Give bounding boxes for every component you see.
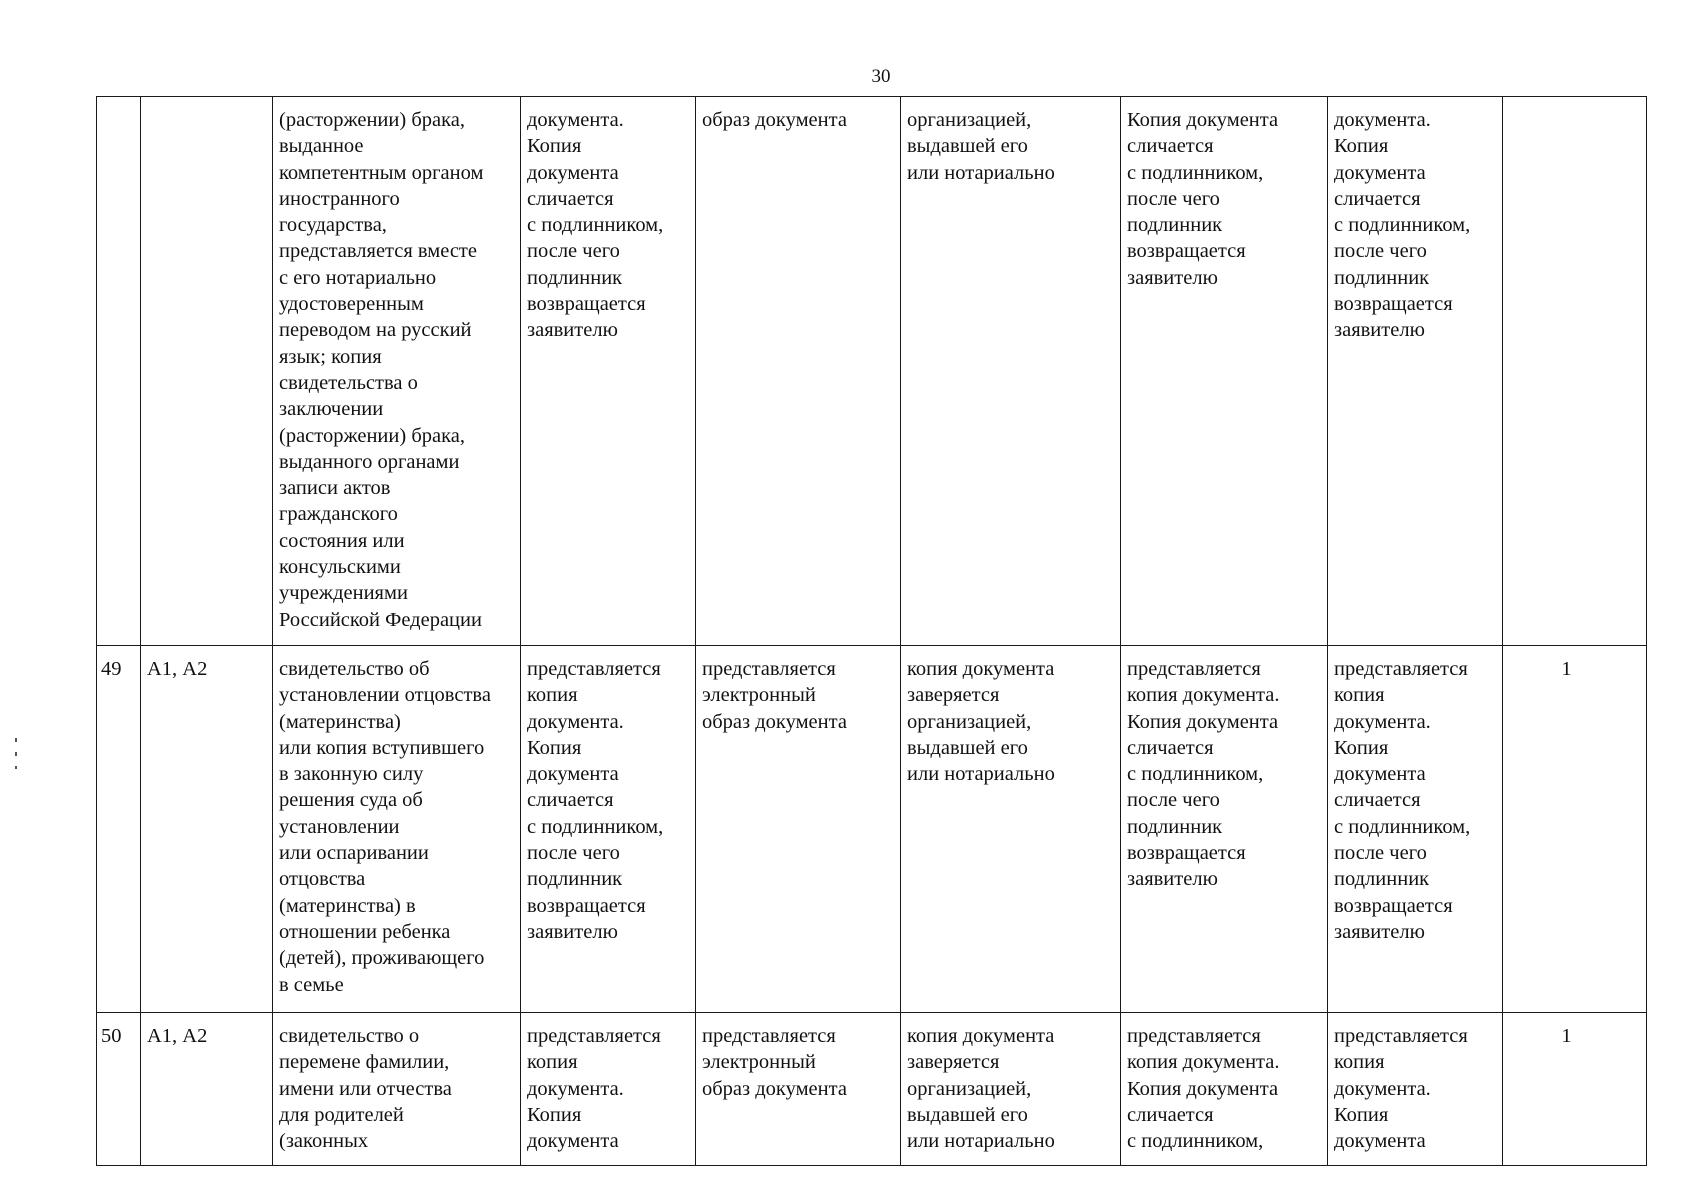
mfc-submission-cell: представляется копия документа. Копия документа сличается с подлинником, [1121,1013,1328,1166]
scan-artifact-dot [15,752,17,756]
electronic-submission-cell: представляется электронный образ документа [696,646,901,1013]
quantity-cell: 1 [1503,1013,1647,1166]
paper-submission-cell: представляется копия документа. Копия документа сличается с подлинником, после чего подлинник возвращается заявителю [521,646,696,1013]
row-number-cell: 49 [97,646,141,1013]
document-name-cell: (расторжении) брака, выданное компетентным органом иностранного государства, представляется вместе с его нотариально удостоверенным переводом на русский язык; копия свидетельства о заключении (расторжении) брака, выданного органами записи актов гражданского состояния или консульскими учреждениями Российской Федерации [273,97,521,646]
requirements-table [96,96,1647,1166]
electronic-submission-cell: представляется электронный образ документа [696,1013,901,1166]
category-codes-cell [141,97,273,646]
row-number-cell [97,97,141,646]
other-submission-cell: представляется копия документа. Копия документа [1328,1013,1503,1166]
certification-cell: копия документа заверяется организацией, выдавшей его или нотариально [901,1013,1121,1166]
certification-cell: организацией, выдавшей его или нотариально [901,97,1121,646]
scan-artifact-dot [15,766,17,769]
scan-artifact-dot [15,738,17,742]
certification-cell: копия документа заверяется организацией, выдавшей его или нотариально [901,646,1121,1013]
row-number-cell: 50 [97,1013,141,1166]
document-name-cell: свидетельство о перемене фамилии, имени или отчества для родителей (законных [273,1013,521,1166]
paper-submission-cell: документа. Копия документа сличается с подлинником, после чего подлинник возвращается заявителю [521,97,696,646]
table-row [97,1013,1647,1166]
quantity-cell: 1 [1503,646,1647,1013]
quantity-cell [1503,97,1647,646]
electronic-submission-cell: образ документа [696,97,901,646]
other-submission-cell: представляется копия документа. Копия документа сличается с подлинником, после чего подлинник возвращается заявителю [1328,646,1503,1013]
paper-submission-cell: представляется копия документа. Копия документа [521,1013,696,1166]
category-codes-cell: А1, А2 [141,1013,273,1166]
table-row [97,646,1647,1013]
mfc-submission-cell: представляется копия документа. Копия документа сличается с подлинником, после чего подлинник возвращается заявителю [1121,646,1328,1013]
mfc-submission-cell: Копия документа сличается с подлинником, после чего подлинник возвращается заявителю [1121,97,1328,646]
category-codes-cell: А1, А2 [141,646,273,1013]
table-row [97,97,1647,646]
document-name-cell: свидетельство об установлении отцовства (материнства) или копия вступившего в законную силу решения суда об установлении или оспаривании отцовства (материнства) в отношении ребенка (детей), проживающего в семье [273,646,521,1013]
other-submission-cell: документа. Копия документа сличается с подлинником, после чего подлинник возвращается заявителю [1328,97,1503,646]
page-number: 30 [871,66,891,87]
